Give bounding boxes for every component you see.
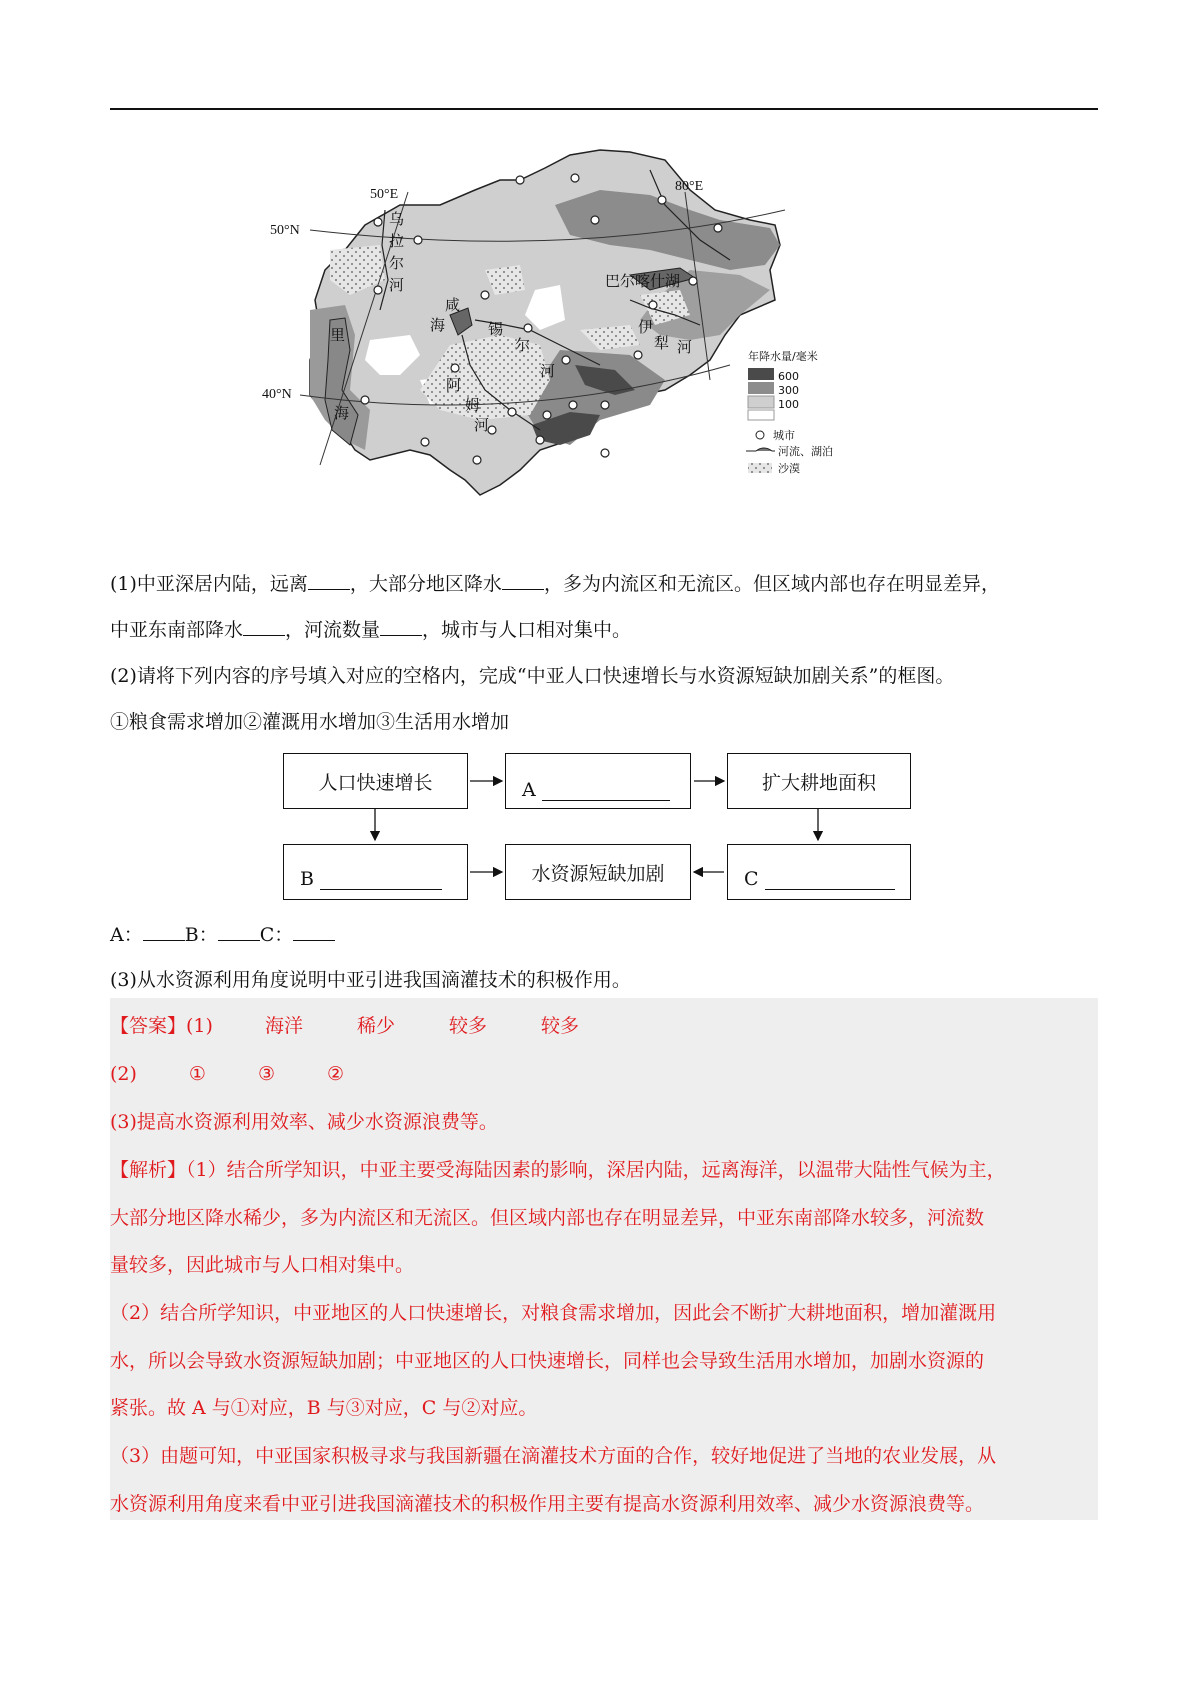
city-marker <box>562 356 570 364</box>
ural-label: 乌 <box>389 210 405 228</box>
lat-50-label: 50°N <box>270 223 300 238</box>
q1-blank-2[interactable] <box>502 571 544 590</box>
map-legend <box>746 349 833 475</box>
legend-swatch-300 <box>748 382 774 394</box>
amu-label: 河 <box>474 416 490 434</box>
city-marker <box>508 408 516 416</box>
legend-river-icon <box>746 448 775 451</box>
ural-label: 拉 <box>389 232 405 250</box>
legend-value: 300 <box>778 384 799 397</box>
city-marker <box>374 286 382 294</box>
explanation-line-2: 大部分地区降水稀少，多为内流区和无流区。但区域内部也存在明显差异，中亚东南部降水较多，河流数 <box>110 1207 985 1229</box>
explanation-line-4: （2）结合所学知识，中亚地区的人口快速增长，对粮食需求增加，因此会不断扩大耕地面积，增加灌溉用 <box>110 1302 997 1324</box>
flow-box-expand-farmland: 扩大耕地面积 <box>727 753 911 809</box>
caspian-label: 海 <box>334 404 350 422</box>
legend-desert-icon <box>748 463 772 473</box>
lon-50-label: 50°E <box>370 187 399 202</box>
ural-label: 河 <box>389 276 405 294</box>
city-marker <box>714 224 722 232</box>
city-marker <box>421 438 429 446</box>
syr-label: 尔 <box>515 336 531 354</box>
ural-label: 尔 <box>389 254 405 272</box>
city-marker <box>649 301 657 309</box>
city-marker <box>481 291 489 299</box>
explanation-line-3: 量较多，因此城市与人口相对集中。 <box>110 1254 415 1276</box>
city-marker <box>601 401 609 409</box>
legend-title: 年降水量/毫米 <box>748 350 818 363</box>
legend-desert: 沙漠 <box>778 462 800 475</box>
q1-blank-1[interactable] <box>308 571 350 590</box>
flow-box-water-shortage: 水资源短缺加剧 <box>505 844 691 900</box>
ili-label: 伊 <box>638 318 654 336</box>
city-marker <box>414 236 422 244</box>
legend-value: 600 <box>778 370 799 383</box>
city-marker <box>374 218 382 226</box>
amu-label: 姆 <box>465 396 481 414</box>
syr-label: 河 <box>540 362 556 380</box>
city-marker <box>601 449 609 457</box>
syr-label: 锡 <box>488 320 504 338</box>
city-marker <box>361 396 369 404</box>
city-marker <box>473 456 481 464</box>
legend-city-icon <box>756 431 764 439</box>
answer-line-1: 【答案】(1) 海洋 稀少 较多 较多 <box>110 1015 579 1037</box>
ili-label: 犁 <box>654 334 670 352</box>
balkhash-label: 巴尔喀什湖 <box>605 272 681 290</box>
explanation-line-1: 【解析】（1）结合所学知识，中亚主要受海陆因素的影响，深居内陆，远离海洋，以温带大陆性气候为主， <box>110 1159 1006 1181</box>
explanation-line-7: （3）由题可知，中亚国家积极寻求与我国新疆在滴灌技术方面的合作，较好地促进了当地的农业发展，从 <box>110 1445 997 1467</box>
city-marker <box>689 277 697 285</box>
aral-label: 海 <box>430 316 446 334</box>
q2-answer-line: A： B： C： <box>110 922 335 947</box>
q1-line-1: (1)中亚深居内陆，远离 ，大部分地区降水 ，多为内流区和无流区。但区域内部也存在明显差异， <box>110 573 1000 595</box>
ili-label: 河 <box>677 338 693 356</box>
city-marker <box>634 351 642 359</box>
answer-line-3: (3)提高水资源利用效率、减少水资源浪费等。 <box>110 1111 498 1133</box>
legend-swatch-0 <box>748 410 774 420</box>
answer-line-2: (2) ① ③ ② <box>110 1063 345 1085</box>
legend-city: 城市 <box>773 429 795 442</box>
legend-value: 100 <box>778 398 799 411</box>
q1-blank-3[interactable] <box>243 617 285 636</box>
city-marker <box>536 436 544 444</box>
flow-box-c[interactable]: C <box>727 844 911 900</box>
q1-line-2: 中亚东南部降水 ，河流数量 ，城市与人口相对集中。 <box>110 619 632 641</box>
city-marker <box>658 196 666 204</box>
q3-prompt: (3)从水资源利用角度说明中亚引进我国滴灌技术的积极作用。 <box>110 969 631 991</box>
legend-swatch-100 <box>748 396 774 408</box>
lon-80-label: 80°E <box>675 179 704 194</box>
flow-box-b[interactable]: B <box>283 844 468 900</box>
answer-blank-a[interactable] <box>143 922 185 941</box>
aral-label: 咸 <box>445 296 461 314</box>
legend-river: 河流、湖泊 <box>778 445 833 458</box>
city-marker <box>571 174 579 182</box>
amu-label: 阿 <box>446 376 462 394</box>
city-marker <box>488 426 496 434</box>
city-marker <box>524 324 532 332</box>
header-rule <box>110 108 1098 110</box>
city-marker <box>451 364 459 372</box>
answer-blank-b[interactable] <box>218 922 260 941</box>
city-marker <box>591 216 599 224</box>
lat-40-label: 40°N <box>262 387 292 402</box>
flow-arrows <box>270 750 930 900</box>
city-marker <box>516 176 524 184</box>
q2-options: ①粮食需求增加②灌溉用水增加③生活用水增加 <box>110 711 510 733</box>
flow-box-a[interactable]: A <box>505 753 691 809</box>
central-asia-precipitation-map <box>262 150 930 545</box>
answer-blank-c[interactable] <box>293 922 335 941</box>
q1-blank-4[interactable] <box>380 617 422 636</box>
legend-swatch-600 <box>748 368 774 380</box>
city-marker <box>569 401 577 409</box>
city-marker <box>543 411 551 419</box>
explanation-line-5: 水，所以会导致水资源短缺加剧；中亚地区的人口快速增长，同样也会导致生活用水增加，加剧水资源的 <box>110 1350 985 1372</box>
flow-box-population: 人口快速增长 <box>283 753 468 809</box>
explanation-line-6: 紧张。故 A 与①对应，B 与③对应，C 与②对应。 <box>110 1397 538 1419</box>
caspian-label: 里 <box>330 326 346 344</box>
explanation-line-8: 水资源利用角度来看中亚引进我国滴灌技术的积极作用主要有提高水资源利用效率、减少水资源浪费等。 <box>110 1493 985 1515</box>
q2-prompt: (2)请将下列内容的序号填入对应的空格内，完成“中亚人口快速增长与水资源短缺加剧关系”的框图。 <box>110 665 955 687</box>
